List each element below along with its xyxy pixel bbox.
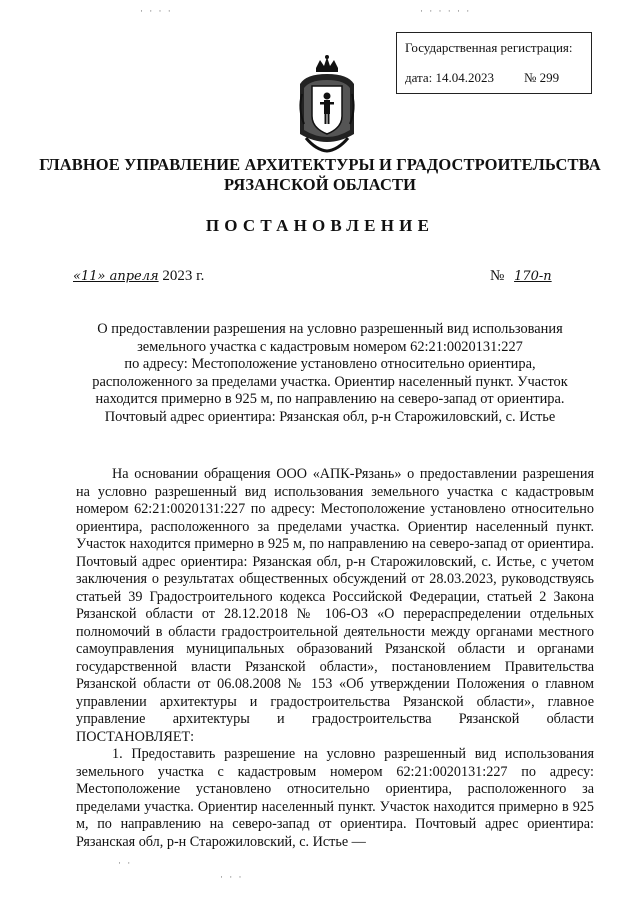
scan-mark-bottom: · · xyxy=(118,858,133,868)
subject-line: расположенного за пределами участка. Ориентир населенный пункт. Участок xyxy=(92,373,568,390)
registration-date: дата: 14.04.2023 xyxy=(405,70,495,85)
body-preamble: На основании обращения ООО «АПК-Рязань» о предоставлении разрешения на условно разрешенный вид использования земельного участка с кадастровым номером 62:21:0020131:227 по адресу: Местоположение установлено относительно ориентира, расположенного за пределами участка. Ориентир населенный пункт. Участок находится примерно в 925 м, по направлению на северо-запад от ориентира. Почтовый адрес ориентира: Рязанская обл, р-н Старожиловский, с. Истье, с учетом заключения о результатах общественных обсуждений от 28.03.2023, руководствуясь статьей 39 Градостроительного кодекса Российской Федерации, статьей 2 Закона Рязанской области от 28.12.2018 № 106-ОЗ «О перераспределении отдельных полномочий в области градостроительной деятельности между органами местного самоуправления муниципальных образований Рязанской области и органами государственной власти Рязанской области», постановлением Правительства Рязанской области от 06.08.2008 № 153 «Об утверждении Положения о главном управлении архитектуры и градостроительства Рязанской области», главное управление архитектуры и градостроительства Рязанской области xyxy=(76,466,594,727)
document-body xyxy=(76,466,594,851)
coat-of-arms-icon xyxy=(296,54,358,154)
document-number-prefix: № xyxy=(490,268,505,284)
registration-stamp xyxy=(396,32,592,94)
handwritten-date: «11» апреля xyxy=(73,269,159,284)
subject-line: земельного участка с кадастровым номером 62:21:0020131:227 xyxy=(137,338,523,355)
subject-line: по адресу: Местоположение установлено относительно ориентира, xyxy=(124,356,536,373)
registration-number: № 299 xyxy=(524,70,560,85)
document-subject xyxy=(70,321,590,427)
scan-mark-top-right: · · · · · · xyxy=(420,6,472,16)
subject-line: Почтовый адрес ориентира: Рязанская обл, р-н Старожиловский, с. Истье xyxy=(104,408,556,425)
subject-line: О предоставлении разрешения на условно разрешенный вид использования xyxy=(97,321,563,337)
document-year: 2023 г. xyxy=(162,268,205,284)
scan-mark-bottom-right: · · · xyxy=(220,872,244,882)
agency-name-line1: ГЛАВНОЕ УПРАВЛЕНИЕ АРХИТЕКТУРЫ И ГРАДОСТРОИТЕЛЬСТВА xyxy=(39,155,601,174)
agency-name-line2: РЯЗАНСКОЙ ОБЛАСТИ xyxy=(223,175,417,194)
document-date xyxy=(73,268,204,285)
body-item-1: 1. Предоставить разрешение на условно разрешенный вид использования земельного участка с кадастровым номером 62:21:0020131:227 по адресу: Местоположение установлено относительно ориентира, расположенного за пределами участка. Ориентир населенный пункт. Участок находится примерно в 925 м, по направлению на северо-запад от ориентира. Почтовый адрес ориентира: Рязанская обл, р-н Старожиловский, с. Истье — xyxy=(76,746,594,850)
scan-mark-top: · · · · xyxy=(140,6,173,16)
handwritten-number: 170-п xyxy=(514,269,552,284)
agency-name xyxy=(0,155,640,195)
document-number xyxy=(490,268,552,285)
document-type-title: ПОСТАНОВЛЕНИЕ xyxy=(205,216,435,235)
registration-label: Государственная регистрация: xyxy=(405,40,573,55)
subject-line: находится примерно в 925 м, по направлению на северо-запад от ориентира. xyxy=(95,391,565,408)
body-resolves: ПОСТАНОВЛЯЕТ: xyxy=(76,728,195,745)
